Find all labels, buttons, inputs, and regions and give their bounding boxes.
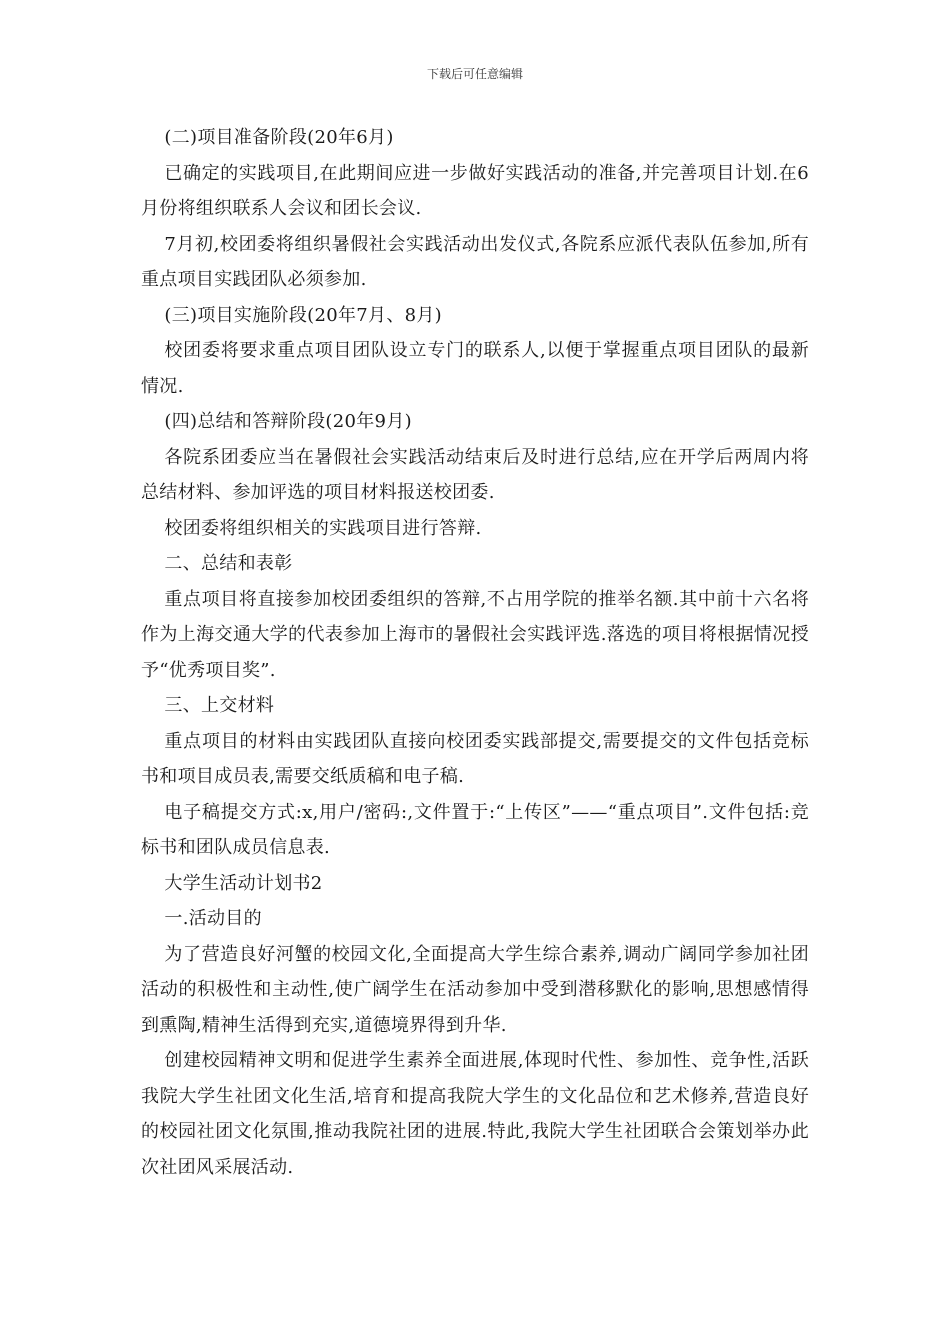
document-body xyxy=(141,120,809,1185)
paragraph-purpose-development: 创建校园精神文明和促进学生素养全面进展,体现时代性、参加性、竞争性,活跃我院大学生社团文化生活,培育和提高我院大学生的文化品位和艺术修养,营造良好的校园社团文化氛围,推动我院社团的进展.特此,我院大学生社团联合会策划举办此次社团风采展活动. xyxy=(141,1050,809,1178)
paragraph-awards: 重点项目将直接参加校团委组织的答辩,不占用学院的推举名额.其中前十六名将作为上海交通大学的代表参加上海市的暑假社会实践评选.落选的项目将根据情况授予“优秀项目奖”. xyxy=(141,588,809,681)
section-heading-preparation: (二)项目准备阶段(20年6月) xyxy=(164,127,394,148)
paragraph-preparation-plan: 已确定的实践项目,在此期间应进一步做好实践活动的准备,并完善项目计划.在6月份将组织联系人会议和团长会议. xyxy=(141,162,809,219)
section-heading-awards: 二、总结和表彰 xyxy=(164,553,293,574)
document-title-plan-2: 大学生活动计划书2 xyxy=(164,872,323,894)
paragraph-departure-ceremony: 7月初,校团委将组织暑假社会实践活动出发仪式,各院系应派代表队伍参加,所有重点项目实践团队必须参加. xyxy=(141,233,809,290)
paragraph-electronic-submission: 电子稿提交方式:x,用户/密码:,文件置于:“上传区”——“重点项目”.文件包括:竞标书和团队成员信息表. xyxy=(141,801,809,858)
section-heading-materials: 三、上交材料 xyxy=(164,695,275,716)
paragraph-summary-materials: 各院系团委应当在暑假社会实践活动结束后及时进行总结,应在开学后两周内将总结材料、参加评选的项目材料报送校团委. xyxy=(141,446,809,503)
section-heading-purpose: 一.活动目的 xyxy=(164,908,262,929)
paragraph-purpose-culture: 为了营造良好河蟹的校园文化,全面提高大学生综合素养,调动广阔同学参加社团活动的积极性和主动性,使广阔学生在活动参加中受到潜移默化的影响,思想感情得到熏陶,精神生活得到充实,道德境界得到升华. xyxy=(141,943,809,1036)
paragraph-contact-person: 校团委将要求重点项目团队设立专门的联系人,以便于掌握重点项目团队的最新情况. xyxy=(141,340,809,397)
paragraph-defense: 校团委将组织相关的实践项目进行答辩. xyxy=(164,517,482,539)
section-heading-summary-defense: (四)总结和答辩阶段(20年9月) xyxy=(164,411,412,432)
paragraph-materials: 重点项目的材料由实践团队直接向校团委实践部提交,需要提交的文件包括竞标书和项目成员表,需要交纸质稿和电子稿. xyxy=(141,730,809,787)
section-heading-implementation: (三)项目实施阶段(20年7月、8月) xyxy=(164,304,442,326)
page-header: 下载后可任意编辑 xyxy=(426,67,523,81)
